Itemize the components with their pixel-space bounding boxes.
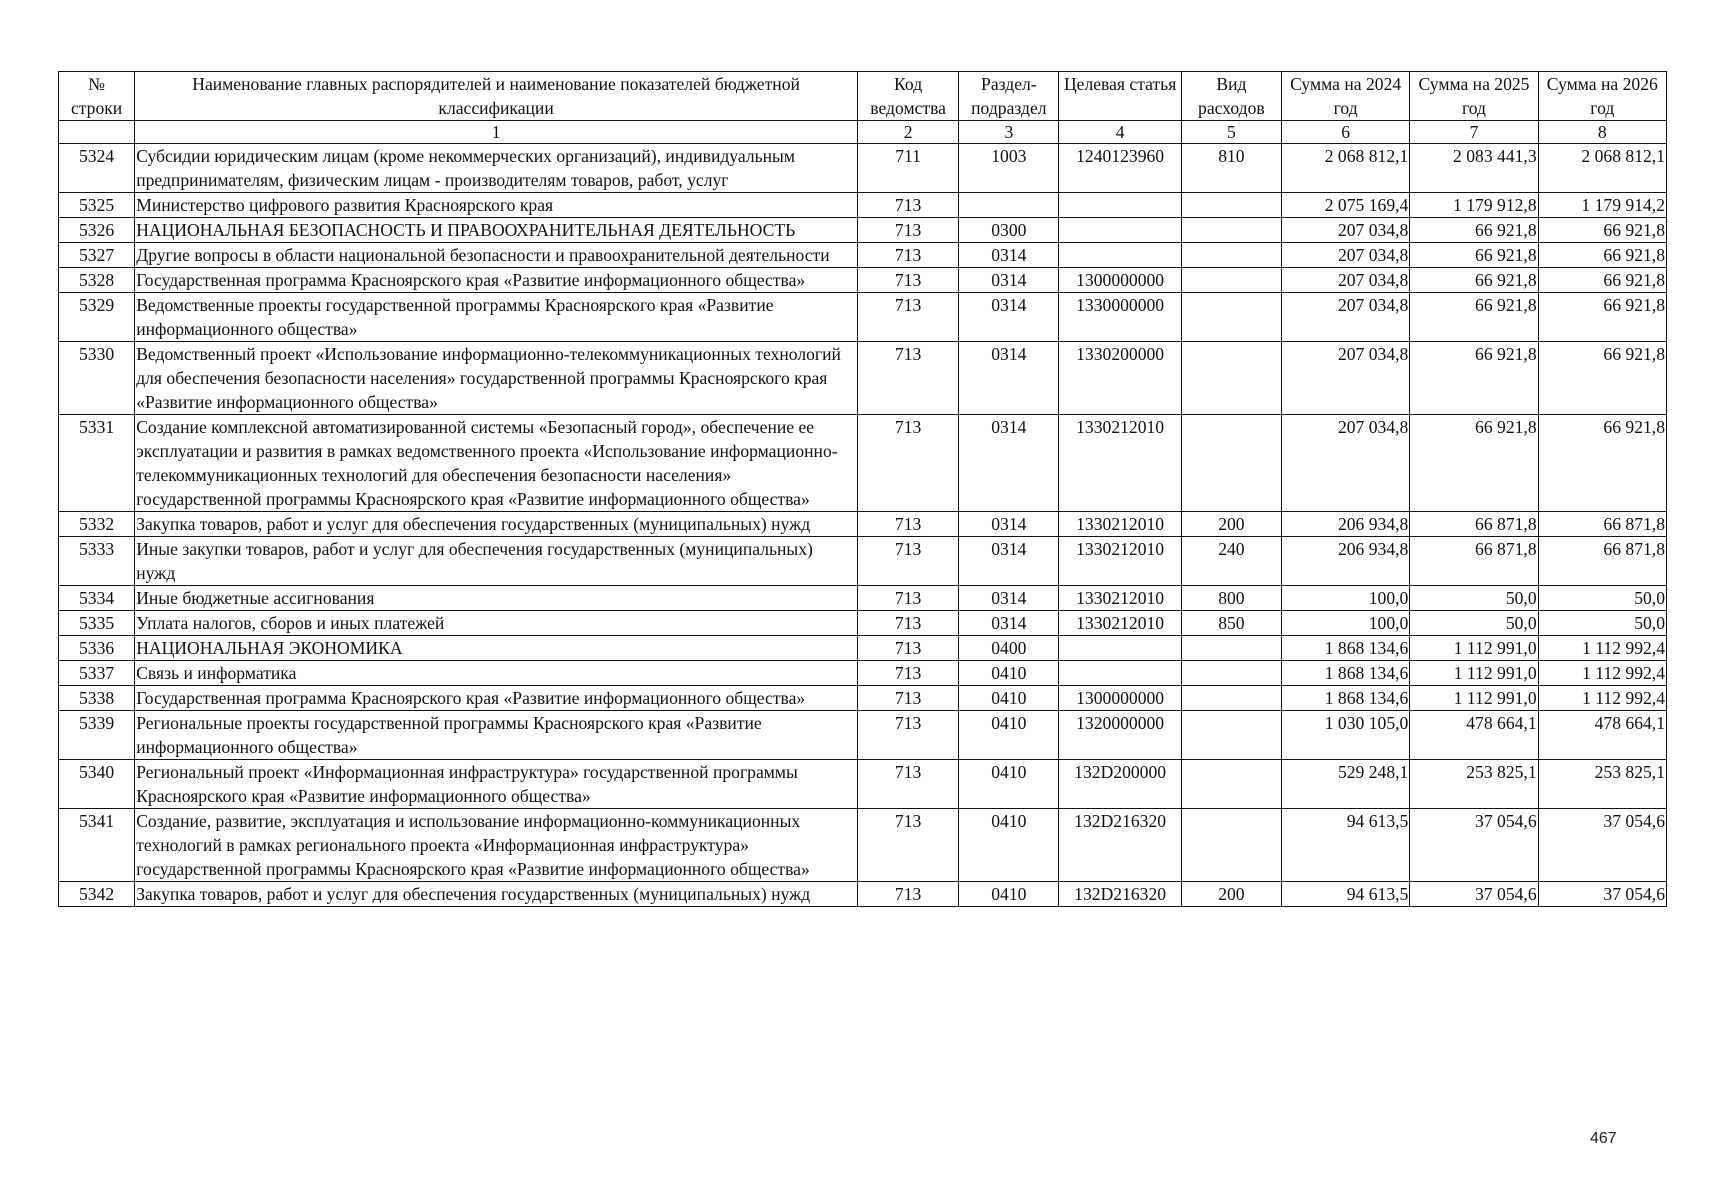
dept-code-cell: 713 bbox=[857, 537, 958, 586]
expense-type-cell bbox=[1181, 415, 1281, 512]
name-cell: Создание комплексной автоматизированной системы «Безопасный город», обеспечение ее эксплуатации и развития в рамках ведомственного проекта «Использование информационно-телекоммуникационных технологий для обеспечения безопасности населения» государственной программы Красноярского края «Развитие информационного общества» bbox=[135, 415, 858, 512]
header-sum-2025: Сумма на 2025 год bbox=[1410, 72, 1538, 121]
table-row bbox=[59, 809, 1667, 882]
header-target-item: Целевая статья bbox=[1059, 72, 1181, 121]
sum-2024-cell: 94 613,5 bbox=[1282, 809, 1410, 882]
expense-type-cell bbox=[1181, 243, 1281, 268]
section-cell: 0314 bbox=[959, 586, 1059, 611]
column-index-row bbox=[59, 121, 1667, 144]
dept-code-cell: 713 bbox=[857, 636, 958, 661]
row-number-cell: 5329 bbox=[59, 293, 135, 342]
name-cell: Региональные проекты государственной программы Красноярского края «Развитие информационного общества» bbox=[135, 711, 858, 760]
sum-2024-cell: 206 934,8 bbox=[1282, 537, 1410, 586]
row-number-cell: 5336 bbox=[59, 636, 135, 661]
sum-2026-cell: 50,0 bbox=[1538, 586, 1666, 611]
table-row bbox=[59, 243, 1667, 268]
table-row bbox=[59, 661, 1667, 686]
row-number-cell: 5324 bbox=[59, 144, 135, 193]
row-number-cell: 5338 bbox=[59, 686, 135, 711]
dept-code-cell: 713 bbox=[857, 218, 958, 243]
sum-2026-cell: 50,0 bbox=[1538, 611, 1666, 636]
sum-2024-cell: 2 075 169,4 bbox=[1282, 193, 1410, 218]
sum-2024-cell: 207 034,8 bbox=[1282, 342, 1410, 415]
budget-table-sheet bbox=[58, 71, 1667, 907]
dept-code-cell: 713 bbox=[857, 661, 958, 686]
sum-2025-cell: 1 112 991,0 bbox=[1410, 636, 1538, 661]
row-number-cell: 5334 bbox=[59, 586, 135, 611]
column-index: 2 bbox=[857, 121, 958, 144]
column-index: 1 bbox=[135, 121, 858, 144]
dept-code-cell: 713 bbox=[857, 293, 958, 342]
dept-code-cell: 711 bbox=[857, 144, 958, 193]
expense-type-cell: 200 bbox=[1181, 512, 1281, 537]
header-dept-code: Код ведомства bbox=[857, 72, 958, 121]
header-sum-2024: Сумма на 2024 год bbox=[1282, 72, 1410, 121]
sum-2024-cell: 207 034,8 bbox=[1282, 293, 1410, 342]
sum-2024-cell: 1 868 134,6 bbox=[1282, 686, 1410, 711]
sum-2025-cell: 66 871,8 bbox=[1410, 537, 1538, 586]
header-section: Раздел-подраздел bbox=[959, 72, 1059, 121]
column-index bbox=[59, 121, 135, 144]
expense-type-cell bbox=[1181, 193, 1281, 218]
sum-2026-cell: 66 921,8 bbox=[1538, 293, 1666, 342]
table-row bbox=[59, 882, 1667, 907]
dept-code-cell: 713 bbox=[857, 760, 958, 809]
row-number-cell: 5332 bbox=[59, 512, 135, 537]
target-item-cell: 132D216320 bbox=[1059, 882, 1181, 907]
sum-2025-cell: 66 921,8 bbox=[1410, 342, 1538, 415]
sum-2025-cell: 66 921,8 bbox=[1410, 243, 1538, 268]
table-row bbox=[59, 218, 1667, 243]
name-cell: Ведомственные проекты государственной программы Красноярского края «Развитие информационного общества» bbox=[135, 293, 858, 342]
table-row bbox=[59, 636, 1667, 661]
sum-2026-cell: 66 921,8 bbox=[1538, 415, 1666, 512]
name-cell: НАЦИОНАЛЬНАЯ ЭКОНОМИКА bbox=[135, 636, 858, 661]
target-item-cell bbox=[1059, 243, 1181, 268]
expense-type-cell bbox=[1181, 636, 1281, 661]
section-cell: 0314 bbox=[959, 512, 1059, 537]
row-number-cell: 5328 bbox=[59, 268, 135, 293]
name-cell: Закупка товаров, работ и услуг для обеспечения государственных (муниципальных) нужд bbox=[135, 882, 858, 907]
target-item-cell: 1330212010 bbox=[1059, 415, 1181, 512]
sum-2024-cell: 100,0 bbox=[1282, 586, 1410, 611]
table-row bbox=[59, 586, 1667, 611]
table-row bbox=[59, 268, 1667, 293]
section-cell: 0314 bbox=[959, 611, 1059, 636]
target-item-cell bbox=[1059, 218, 1181, 243]
section-cell bbox=[959, 193, 1059, 218]
column-index: 5 bbox=[1181, 121, 1281, 144]
expense-type-cell bbox=[1181, 809, 1281, 882]
target-item-cell: 1300000000 bbox=[1059, 686, 1181, 711]
column-index: 4 bbox=[1059, 121, 1181, 144]
row-number-cell: 5337 bbox=[59, 661, 135, 686]
target-item-cell: 1330200000 bbox=[1059, 342, 1181, 415]
expense-type-cell bbox=[1181, 268, 1281, 293]
row-number-cell: 5339 bbox=[59, 711, 135, 760]
sum-2026-cell: 1 179 914,2 bbox=[1538, 193, 1666, 218]
name-cell: НАЦИОНАЛЬНАЯ БЕЗОПАСНОСТЬ И ПРАВООХРАНИТЕЛЬНАЯ ДЕЯТЕЛЬНОСТЬ bbox=[135, 218, 858, 243]
sum-2026-cell: 253 825,1 bbox=[1538, 760, 1666, 809]
target-item-cell: 1330212010 bbox=[1059, 512, 1181, 537]
target-item-cell: 1320000000 bbox=[1059, 711, 1181, 760]
sum-2024-cell: 206 934,8 bbox=[1282, 512, 1410, 537]
expense-type-cell: 810 bbox=[1181, 144, 1281, 193]
sum-2024-cell: 1 030 105,0 bbox=[1282, 711, 1410, 760]
sum-2025-cell: 66 921,8 bbox=[1410, 268, 1538, 293]
sum-2025-cell: 37 054,6 bbox=[1410, 809, 1538, 882]
sum-2026-cell: 66 921,8 bbox=[1538, 218, 1666, 243]
target-item-cell: 1300000000 bbox=[1059, 268, 1181, 293]
name-cell: Ведомственный проект «Использование информационно-телекоммуникационных технологий для обеспечения безопасности населения» государственной программы Красноярского края «Развитие информационного общества» bbox=[135, 342, 858, 415]
table-body bbox=[59, 144, 1667, 907]
sum-2025-cell: 66 871,8 bbox=[1410, 512, 1538, 537]
sum-2026-cell: 66 921,8 bbox=[1538, 243, 1666, 268]
sum-2025-cell: 66 921,8 bbox=[1410, 293, 1538, 342]
sum-2024-cell: 529 248,1 bbox=[1282, 760, 1410, 809]
sum-2024-cell: 1 868 134,6 bbox=[1282, 636, 1410, 661]
dept-code-cell: 713 bbox=[857, 512, 958, 537]
sum-2024-cell: 207 034,8 bbox=[1282, 218, 1410, 243]
table-header-row bbox=[59, 72, 1667, 121]
dept-code-cell: 713 bbox=[857, 711, 958, 760]
header-row-number: № строки bbox=[59, 72, 135, 121]
dept-code-cell: 713 bbox=[857, 415, 958, 512]
section-cell: 0314 bbox=[959, 342, 1059, 415]
name-cell: Уплата налогов, сборов и иных платежей bbox=[135, 611, 858, 636]
section-cell: 0314 bbox=[959, 268, 1059, 293]
expense-type-cell bbox=[1181, 661, 1281, 686]
sum-2024-cell: 94 613,5 bbox=[1282, 882, 1410, 907]
target-item-cell: 1330212010 bbox=[1059, 586, 1181, 611]
table-row bbox=[59, 193, 1667, 218]
header-sum-2026: Сумма на 2026 год bbox=[1538, 72, 1666, 121]
row-number-cell: 5327 bbox=[59, 243, 135, 268]
expense-type-cell bbox=[1181, 218, 1281, 243]
row-number-cell: 5342 bbox=[59, 882, 135, 907]
table-row bbox=[59, 512, 1667, 537]
sum-2026-cell: 1 112 992,4 bbox=[1538, 636, 1666, 661]
sum-2026-cell: 37 054,6 bbox=[1538, 882, 1666, 907]
table-row bbox=[59, 760, 1667, 809]
row-number-cell: 5326 bbox=[59, 218, 135, 243]
header-expense-type: Вид расходов bbox=[1181, 72, 1281, 121]
expense-type-cell bbox=[1181, 711, 1281, 760]
sum-2026-cell: 2 068 812,1 bbox=[1538, 144, 1666, 193]
sum-2025-cell: 66 921,8 bbox=[1410, 218, 1538, 243]
dept-code-cell: 713 bbox=[857, 586, 958, 611]
sum-2025-cell: 37 054,6 bbox=[1410, 882, 1538, 907]
section-cell: 0314 bbox=[959, 293, 1059, 342]
column-index: 8 bbox=[1538, 121, 1666, 144]
budget-table bbox=[58, 71, 1667, 907]
target-item-cell: 1330212010 bbox=[1059, 537, 1181, 586]
section-cell: 0314 bbox=[959, 243, 1059, 268]
sum-2026-cell: 1 112 992,4 bbox=[1538, 686, 1666, 711]
table-row bbox=[59, 686, 1667, 711]
dept-code-cell: 713 bbox=[857, 193, 958, 218]
sum-2026-cell: 66 921,8 bbox=[1538, 342, 1666, 415]
row-number-cell: 5330 bbox=[59, 342, 135, 415]
table-row bbox=[59, 342, 1667, 415]
section-cell: 0410 bbox=[959, 882, 1059, 907]
name-cell: Создание, развитие, эксплуатация и использование информационно-коммуникационных технологий в рамках регионального проекта «Информационная инфраструктура» государственной программы Красноярского края «Развитие информационного общества» bbox=[135, 809, 858, 882]
sum-2024-cell: 207 034,8 bbox=[1282, 243, 1410, 268]
section-cell: 0410 bbox=[959, 711, 1059, 760]
expense-type-cell: 850 bbox=[1181, 611, 1281, 636]
name-cell: Министерство цифрового развития Красноярского края bbox=[135, 193, 858, 218]
sum-2025-cell: 253 825,1 bbox=[1410, 760, 1538, 809]
column-index: 3 bbox=[959, 121, 1059, 144]
column-index: 6 bbox=[1282, 121, 1410, 144]
dept-code-cell: 713 bbox=[857, 686, 958, 711]
expense-type-cell: 200 bbox=[1181, 882, 1281, 907]
name-cell: Иные бюджетные ассигнования bbox=[135, 586, 858, 611]
expense-type-cell bbox=[1181, 293, 1281, 342]
column-index: 7 bbox=[1410, 121, 1538, 144]
dept-code-cell: 713 bbox=[857, 342, 958, 415]
table-row bbox=[59, 144, 1667, 193]
sum-2025-cell: 50,0 bbox=[1410, 611, 1538, 636]
name-cell: Субсидии юридическим лицам (кроме некоммерческих организаций), индивидуальным предпринимателям, физическим лицам - производителям товаров, работ, услуг bbox=[135, 144, 858, 193]
sum-2024-cell: 207 034,8 bbox=[1282, 268, 1410, 293]
name-cell: Региональный проект «Информационная инфраструктура» государственной программы Красноярского края «Развитие информационного общества» bbox=[135, 760, 858, 809]
table-row bbox=[59, 415, 1667, 512]
target-item-cell: 1330212010 bbox=[1059, 611, 1181, 636]
sum-2025-cell: 1 179 912,8 bbox=[1410, 193, 1538, 218]
target-item-cell: 132D200000 bbox=[1059, 760, 1181, 809]
section-cell: 0410 bbox=[959, 686, 1059, 711]
section-cell: 0410 bbox=[959, 809, 1059, 882]
page-number: 467 bbox=[1590, 1130, 1617, 1147]
sum-2024-cell: 2 068 812,1 bbox=[1282, 144, 1410, 193]
row-number-cell: 5341 bbox=[59, 809, 135, 882]
section-cell: 0410 bbox=[959, 661, 1059, 686]
expense-type-cell bbox=[1181, 760, 1281, 809]
target-item-cell bbox=[1059, 193, 1181, 218]
sum-2026-cell: 66 871,8 bbox=[1538, 537, 1666, 586]
sum-2025-cell: 50,0 bbox=[1410, 586, 1538, 611]
expense-type-cell: 240 bbox=[1181, 537, 1281, 586]
row-number-cell: 5335 bbox=[59, 611, 135, 636]
row-number-cell: 5340 bbox=[59, 760, 135, 809]
name-cell: Закупка товаров, работ и услуг для обеспечения государственных (муниципальных) нужд bbox=[135, 512, 858, 537]
dept-code-cell: 713 bbox=[857, 809, 958, 882]
dept-code-cell: 713 bbox=[857, 268, 958, 293]
target-item-cell: 1330000000 bbox=[1059, 293, 1181, 342]
sum-2026-cell: 66 871,8 bbox=[1538, 512, 1666, 537]
sum-2024-cell: 1 868 134,6 bbox=[1282, 661, 1410, 686]
sum-2025-cell: 1 112 991,0 bbox=[1410, 686, 1538, 711]
target-item-cell bbox=[1059, 636, 1181, 661]
sum-2026-cell: 66 921,8 bbox=[1538, 268, 1666, 293]
table-row bbox=[59, 293, 1667, 342]
dept-code-cell: 713 bbox=[857, 243, 958, 268]
section-cell: 0400 bbox=[959, 636, 1059, 661]
expense-type-cell bbox=[1181, 342, 1281, 415]
sum-2025-cell: 66 921,8 bbox=[1410, 415, 1538, 512]
section-cell: 1003 bbox=[959, 144, 1059, 193]
sum-2026-cell: 37 054,6 bbox=[1538, 809, 1666, 882]
name-cell: Другие вопросы в области национальной безопасности и правоохранительной деятельности bbox=[135, 243, 858, 268]
row-number-cell: 5333 bbox=[59, 537, 135, 586]
row-number-cell: 5325 bbox=[59, 193, 135, 218]
sum-2025-cell: 1 112 991,0 bbox=[1410, 661, 1538, 686]
target-item-cell: 132D216320 bbox=[1059, 809, 1181, 882]
name-cell: Государственная программа Красноярского края «Развитие информационного общества» bbox=[135, 268, 858, 293]
name-cell: Государственная программа Красноярского края «Развитие информационного общества» bbox=[135, 686, 858, 711]
name-cell: Иные закупки товаров, работ и услуг для обеспечения государственных (муниципальных) нужд bbox=[135, 537, 858, 586]
dept-code-cell: 713 bbox=[857, 611, 958, 636]
row-number-cell: 5331 bbox=[59, 415, 135, 512]
expense-type-cell: 800 bbox=[1181, 586, 1281, 611]
table-row bbox=[59, 711, 1667, 760]
sum-2025-cell: 478 664,1 bbox=[1410, 711, 1538, 760]
section-cell: 0410 bbox=[959, 760, 1059, 809]
name-cell: Связь и информатика bbox=[135, 661, 858, 686]
target-item-cell: 1240123960 bbox=[1059, 144, 1181, 193]
table-row bbox=[59, 537, 1667, 586]
section-cell: 0314 bbox=[959, 537, 1059, 586]
sum-2024-cell: 207 034,8 bbox=[1282, 415, 1410, 512]
sum-2025-cell: 2 083 441,3 bbox=[1410, 144, 1538, 193]
expense-type-cell bbox=[1181, 686, 1281, 711]
sum-2026-cell: 478 664,1 bbox=[1538, 711, 1666, 760]
header-name: Наименование главных распорядителей и наименование показателей бюджетной классификации bbox=[135, 72, 858, 121]
section-cell: 0314 bbox=[959, 415, 1059, 512]
target-item-cell bbox=[1059, 661, 1181, 686]
section-cell: 0300 bbox=[959, 218, 1059, 243]
table-row bbox=[59, 611, 1667, 636]
dept-code-cell: 713 bbox=[857, 882, 958, 907]
sum-2024-cell: 100,0 bbox=[1282, 611, 1410, 636]
sum-2026-cell: 1 112 992,4 bbox=[1538, 661, 1666, 686]
